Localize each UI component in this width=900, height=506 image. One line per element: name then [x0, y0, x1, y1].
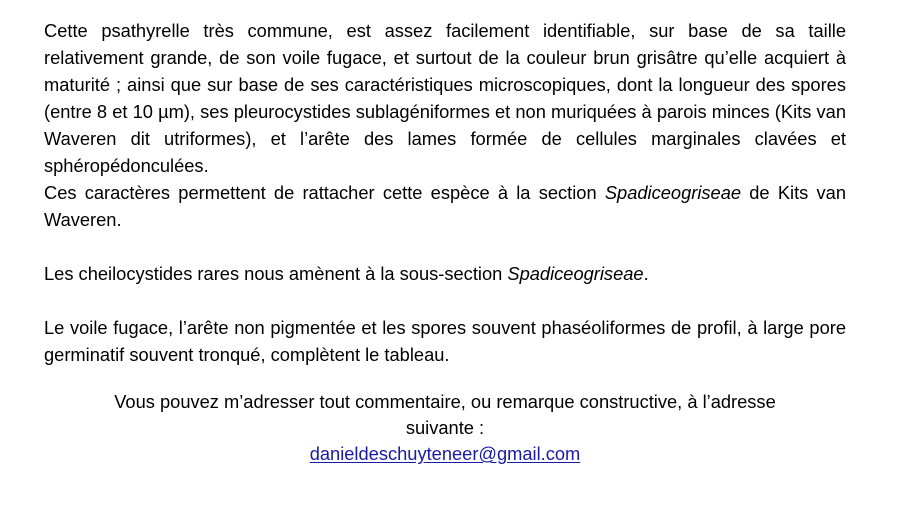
taxon-subsection-name: Spadiceogriseae — [507, 263, 644, 284]
paragraph-section-text-after: de Kits van Waveren. — [44, 182, 846, 230]
paragraph-section — [44, 179, 846, 233]
paragraph-spacer — [44, 368, 846, 389]
paragraph-summary: Le voile fugace, l’arête non pigmentée et les spores souvent phaséoliformes de profil, à large pore germinatif souvent tronqué, complètent le tableau. — [44, 317, 846, 365]
paragraph-spacer — [44, 233, 846, 260]
paragraph-subsection — [44, 260, 846, 287]
paragraph-subsection-text-after: . — [643, 263, 649, 284]
taxon-section-name: Spadiceogriseae — [604, 182, 742, 203]
contact-line-2: suivante : — [405, 417, 485, 438]
paragraph-subsection-text-before: Les cheilocystides rares nous amènent à la sous-section — [44, 263, 508, 284]
email-link[interactable]: danieldeschuyteneer@gmail.com — [309, 443, 581, 464]
contact-line-1: Vous pouvez m’adresser tout commentaire, ou remarque constructive, à l’adresse — [114, 391, 776, 412]
paragraph-spacer — [44, 287, 846, 314]
paragraph-description: Cette psathyrelle très commune, est assez facilement identifiable, sur base de sa taille relativement grande, de son voile fugace, et surtout de la couleur brun grisâtre qu’elle acquiert à maturité ; ainsi que sur base de ses caractéristiques microscopiques, dont la longueur des spores (entre 8 et 10 µm), ses pleurocystides sublagéniformes et non muriquées à parois minces (Kits van Waveren dit utriformes), et l’arête des lames formée de cellules marginales clavées et sphéropédonculées. — [44, 20, 846, 176]
paragraph-section-text-before: Ces caractères permettent de rattacher cette espèce à la section — [44, 182, 605, 203]
contact-email-line — [44, 441, 846, 467]
